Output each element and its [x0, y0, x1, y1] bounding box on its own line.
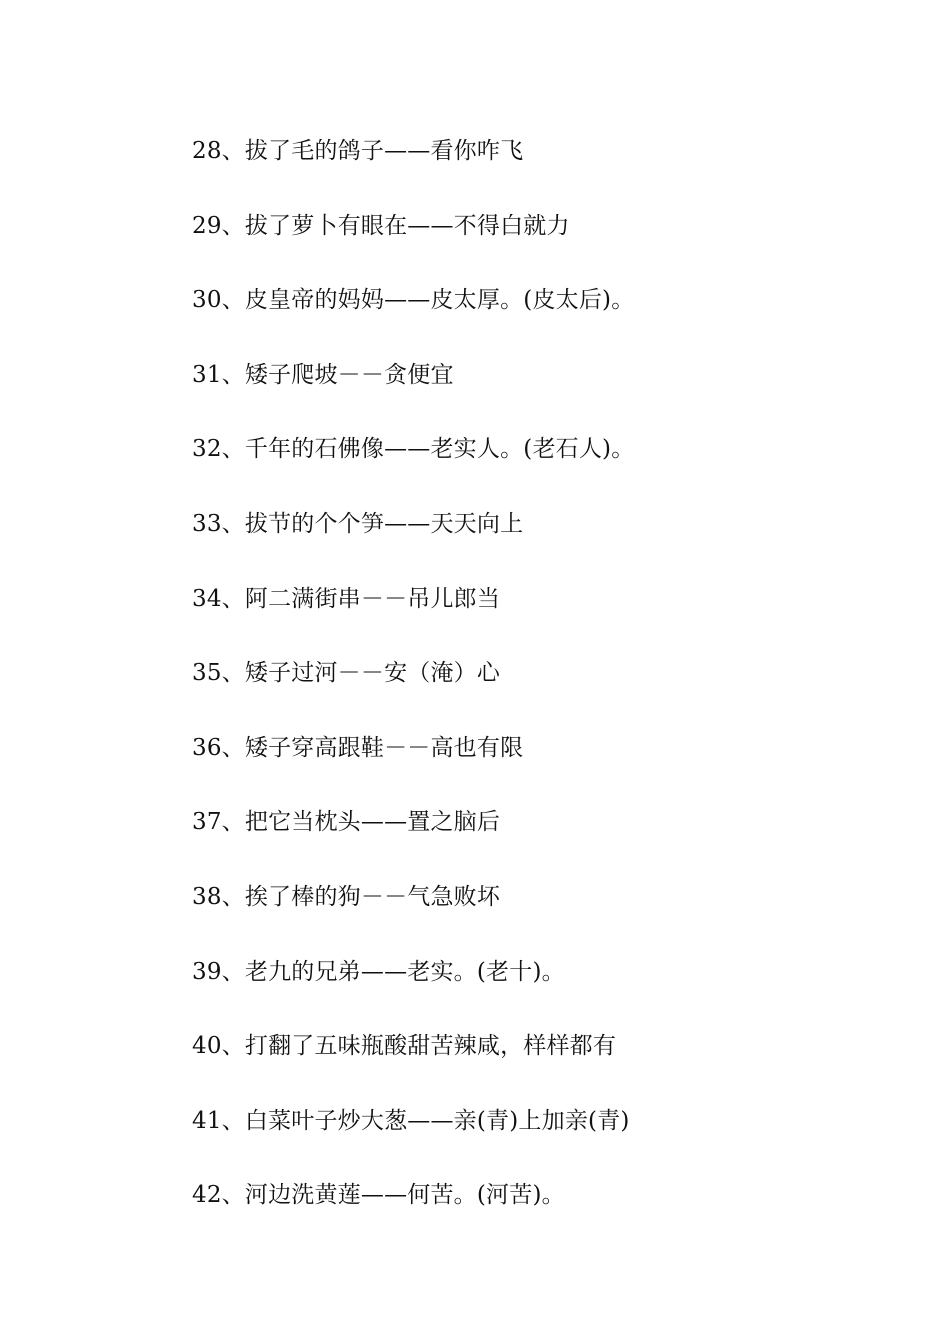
- proverb-line: 42、河边洗黄莲——何苦。(河苦)。: [192, 1182, 565, 1209]
- proverb-line: 39、老九的兄弟——老实。(老十)。: [192, 958, 565, 985]
- proverb-line: 36、矮子穿高跟鞋－－高也有限: [192, 734, 524, 761]
- proverb-list: [192, 131, 892, 1250]
- proverb-line: 35、矮子过河－－安（淹）心: [192, 660, 501, 687]
- proverb-line: 31、矮子爬坡－－贪便宜: [192, 361, 454, 388]
- proverb-line: 28、拔了毛的鸽子——看你咋飞: [192, 138, 524, 164]
- proverb-line: 38、挨了棒的狗－－气急败坏: [192, 883, 501, 910]
- proverb-line: 37、把它当枕头——置之脑后: [192, 809, 501, 836]
- proverb-line: 40、打翻了五味瓶酸甜苦辣咸，样样都有: [192, 1033, 617, 1060]
- proverb-line: 34、阿二满街串－－吊儿郎当: [192, 585, 501, 612]
- proverb-line: 33、拔节的个个笋——天天向上: [192, 510, 524, 537]
- proverb-line: 30、皮皇帝的妈妈——皮太厚。(皮太后)。: [192, 287, 635, 314]
- proverb-line: 32、千年的石佛像——老实人。(老石人)。: [192, 436, 635, 463]
- proverb-line: 41、白菜叶子炒大葱——亲(青)上加亲(青): [192, 1107, 630, 1134]
- proverb-line: 29、拔了萝卜有眼在——不得白就力: [192, 212, 570, 239]
